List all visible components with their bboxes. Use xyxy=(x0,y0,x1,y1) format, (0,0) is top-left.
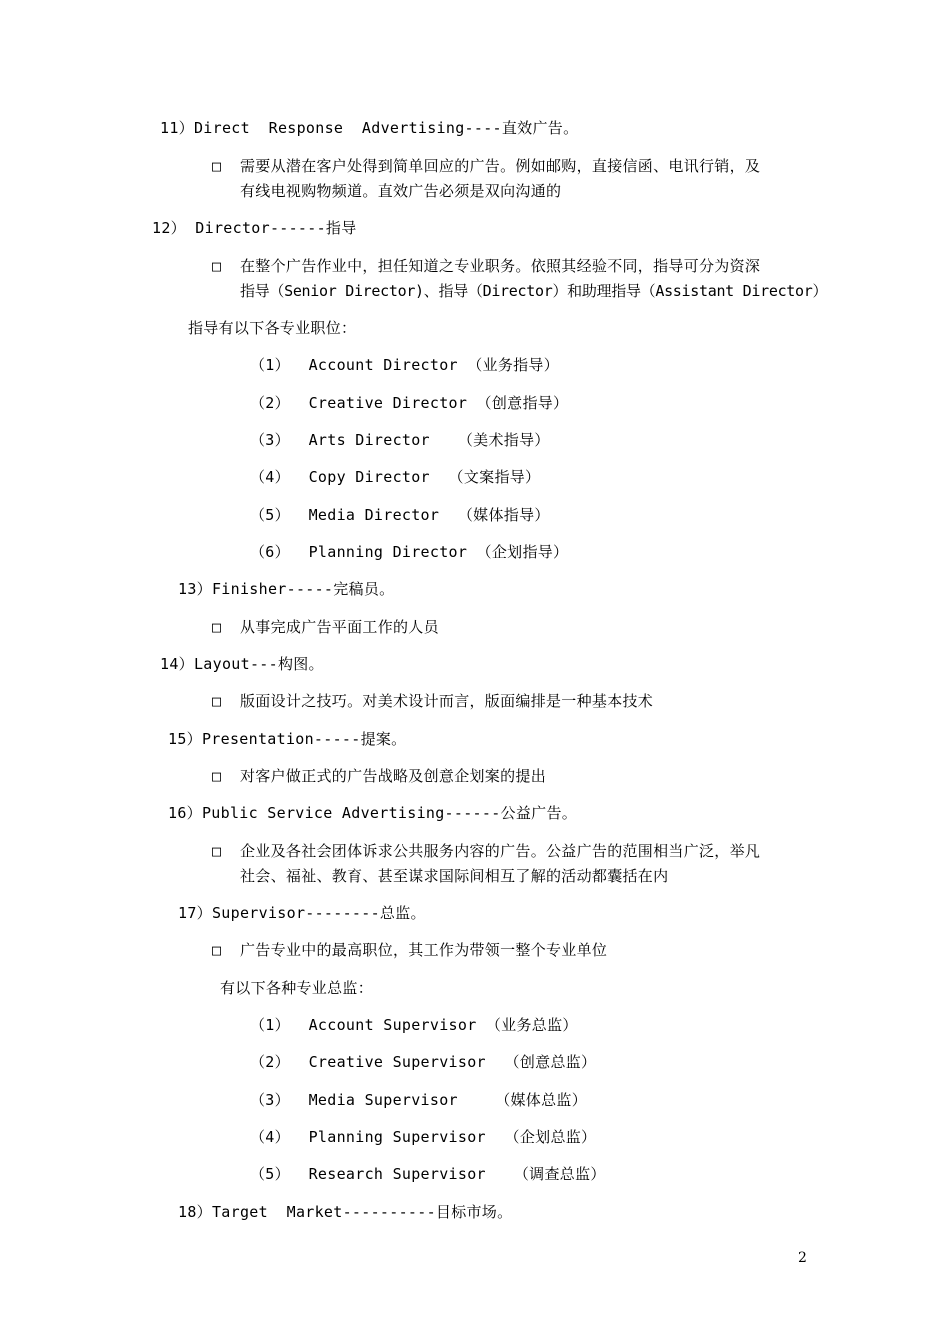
director-positions-intro: 指导有以下各专业职位： xyxy=(188,319,357,337)
term-14-desc: 版面设计之技巧。对美术设计而言，版面编排是一种基本技术 xyxy=(240,692,654,710)
supervisor-item-2: （2） Creative Supervisor （创意总监） xyxy=(250,1053,597,1071)
supervisor-item-5: （5） Research Supervisor （调查总监） xyxy=(250,1165,606,1183)
term-18-heading: 18）Target Market----------目标市场。 xyxy=(178,1203,513,1221)
director-item-6: （6） Planning Director （企划指导） xyxy=(250,543,569,561)
term-15-desc: 对客户做正式的广告战略及创意企划案的提出 xyxy=(240,767,547,785)
bullet-checkbox-icon: □ xyxy=(212,941,222,959)
term-16-heading: 16）Public Service Advertising------公益广告。 xyxy=(168,804,578,822)
term-14-heading: 14）Layout---构图。 xyxy=(160,655,324,673)
term-15-heading: 15）Presentation-----提案。 xyxy=(168,730,407,748)
term-16-desc-line-2: 社会、福祉、教育、甚至谋求国际间相互了解的活动都囊括在内 xyxy=(240,867,669,885)
term-11-heading: 11）Direct Response Advertising----直效广告。 xyxy=(160,119,579,137)
bullet-checkbox-icon: □ xyxy=(212,618,222,636)
bullet-checkbox-icon: □ xyxy=(212,157,222,175)
supervisor-item-3: （3） Media Supervisor （媒体总监） xyxy=(250,1091,588,1109)
term-12-desc-line-2: 指导（Senior Director)、指导（Director）和助理指导（Assistant Director） xyxy=(240,282,828,300)
term-13-desc: 从事完成广告平面工作的人员 xyxy=(240,618,439,636)
bullet-checkbox-icon: □ xyxy=(212,842,222,860)
director-item-4: （4） Copy Director （文案指导） xyxy=(250,468,541,486)
supervisor-item-1: （1） Account Supervisor （业务总监） xyxy=(250,1016,578,1034)
page-number: 2 xyxy=(798,1250,807,1266)
term-13-heading: 13）Finisher-----完稿员。 xyxy=(178,580,395,598)
term-12-heading: 12） Director------指导 xyxy=(152,219,357,237)
bullet-checkbox-icon: □ xyxy=(212,767,222,785)
bullet-checkbox-icon: □ xyxy=(212,692,222,710)
term-17-desc: 广告专业中的最高职位，其工作为带领一整个专业单位 xyxy=(240,941,608,959)
supervisor-positions-intro: 有以下各种专业总监： xyxy=(220,979,374,997)
term-11-desc-line-2: 有线电视购物频道。直效广告必须是双向沟通的 xyxy=(240,182,562,200)
supervisor-item-4: （4） Planning Supervisor （企划总监） xyxy=(250,1128,597,1146)
director-item-3: （3） Arts Director （美术指导） xyxy=(250,431,550,449)
director-item-1: （1） Account Director （业务指导） xyxy=(250,356,560,374)
term-12-desc-line-1: 在整个广告作业中，担任知道之专业职务。依照其经验不同，指导可分为资深 xyxy=(240,257,761,275)
bullet-checkbox-icon: □ xyxy=(212,257,222,275)
term-17-heading: 17）Supervisor--------总监。 xyxy=(178,904,426,922)
director-item-2: （2） Creative Director （创意指导） xyxy=(250,394,569,412)
term-11-desc-line-1: 需要从潜在客户处得到简单回应的广告。例如邮购，直接信函、电讯行销，及 xyxy=(240,157,761,175)
term-16-desc-line-1: 企业及各社会团体诉求公共服务内容的广告。公益广告的范围相当广泛，举凡 xyxy=(240,842,761,860)
director-item-5: （5） Media Director （媒体指导） xyxy=(250,506,550,524)
